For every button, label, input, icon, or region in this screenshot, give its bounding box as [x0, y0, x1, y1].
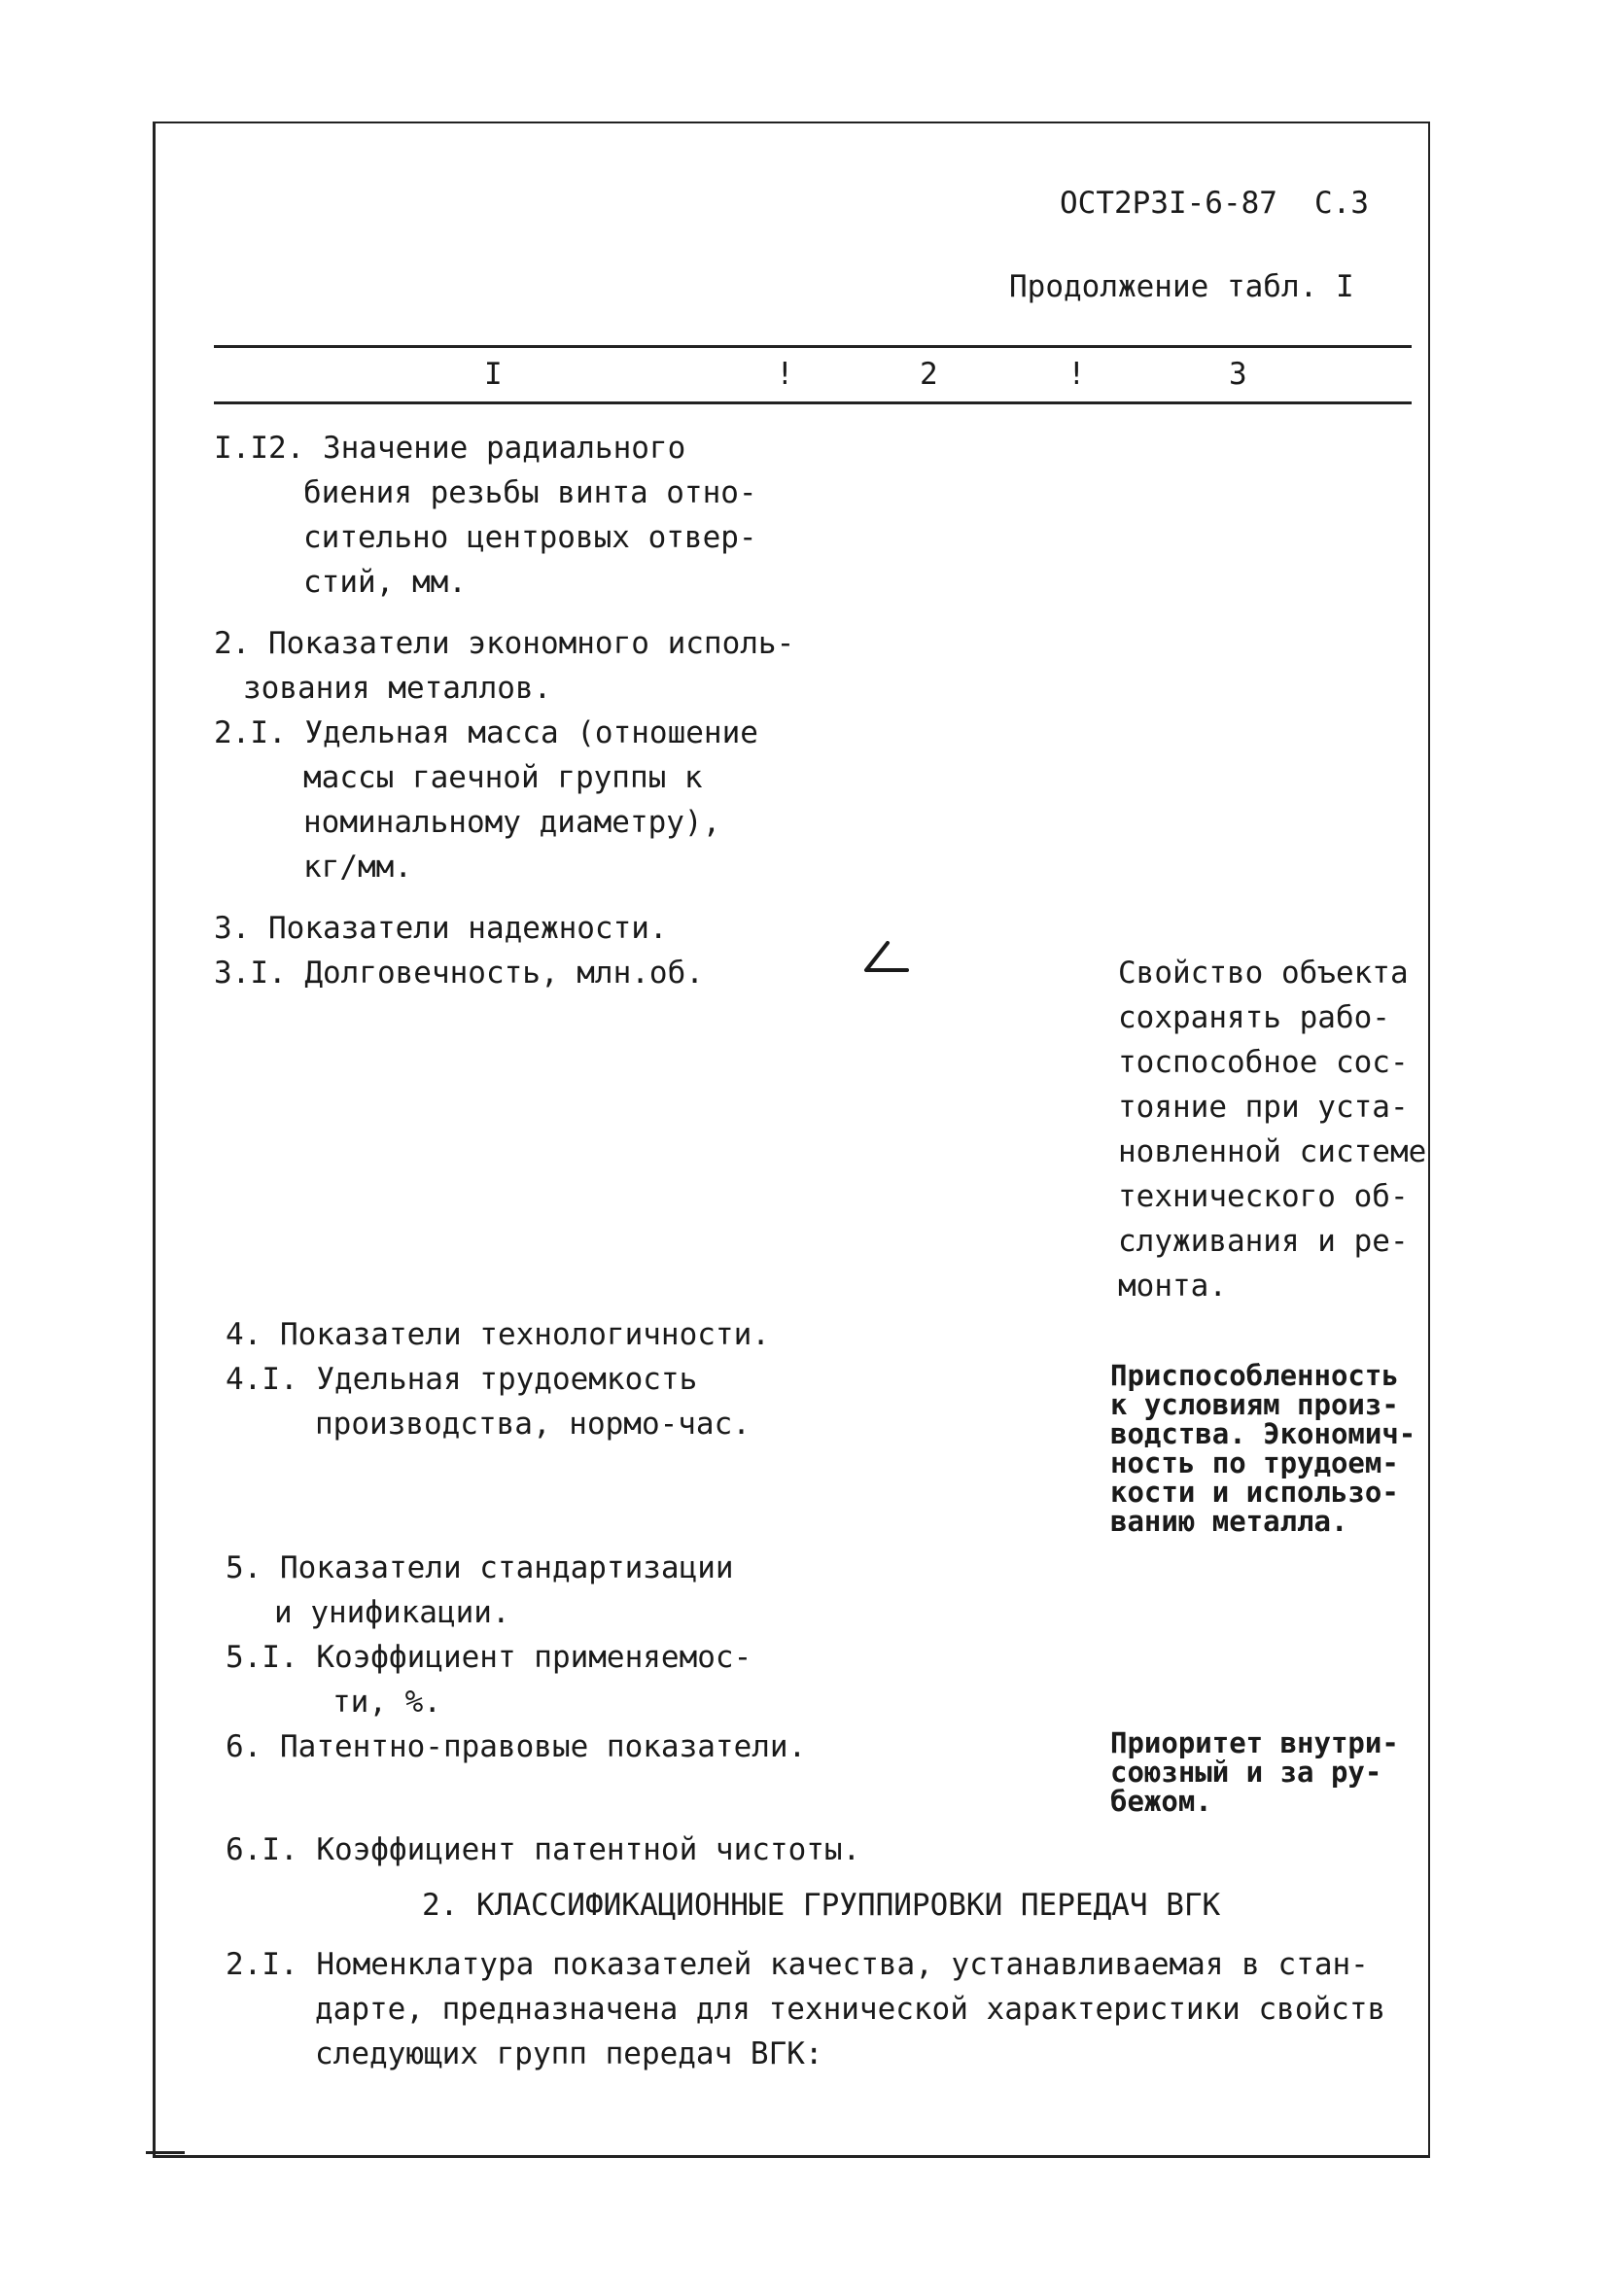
row-6-desc-line-3: бежом.	[1110, 1785, 1212, 1818]
row-3-1-line-1: 3.I. Долговечность, млн.об.	[214, 956, 704, 991]
table-continuation-label: Продолжение табл. I	[1009, 269, 1354, 304]
row-5-1-line-1: 5.I. Коэффициент применяемос-	[226, 1640, 752, 1675]
row-2-line-2: зования металлов.	[243, 671, 552, 706]
row-2-1-line-3: номинальному диаметру),	[303, 805, 721, 840]
column-header-3: 3	[1229, 357, 1247, 392]
frame-tick	[146, 2151, 185, 2154]
row-1-12-line-3: сительно центровых отвер-	[303, 520, 757, 555]
row-3-1-desc-line-2: сохранять рабо-	[1118, 1000, 1390, 1035]
row-5-line-2: и унификации.	[274, 1595, 510, 1630]
row-2-1-line-4: кг/мм.	[303, 850, 412, 885]
row-3-1-desc-line-3: тоспособное сос-	[1118, 1045, 1409, 1080]
row-5-line-1: 5. Показатели стандартизации	[226, 1550, 734, 1585]
row-6-line-1: 6. Патентно-правовые показатели.	[226, 1729, 807, 1764]
paragraph-2-1-line-2: дарте, предназначена для технической характеристики свойств	[315, 1992, 1386, 2027]
row-3-1-desc-line-4: тояние при уста-	[1118, 1090, 1409, 1125]
column-separator-1: !	[776, 357, 794, 392]
row-4-1-desc-line-4: ность по трудоем-	[1110, 1446, 1399, 1479]
table-top-rule	[214, 345, 1412, 348]
row-4-1-line-1: 4.I. Удельная трудоемкость	[226, 1362, 698, 1397]
row-4-1-desc-line-6: ванию металла.	[1110, 1505, 1348, 1538]
row-3-1-desc-line-7: служивания и ре-	[1118, 1224, 1409, 1259]
page-number: С.3	[1314, 186, 1369, 221]
row-2-1-line-1: 2.I. Удельная масса (отношение	[214, 715, 758, 750]
row-3-1-desc-line-6: технического об-	[1118, 1179, 1409, 1214]
row-3-1-desc-line-1: Свойство объекта	[1118, 956, 1409, 991]
row-4-1-desc-line-2: к условиям произ-	[1110, 1388, 1399, 1421]
row-3-1-desc-line-8: монта.	[1118, 1269, 1227, 1304]
row-3-line-1: 3. Показатели надежности.	[214, 911, 668, 946]
document-code: ОСТ2Р3I-6-87	[1060, 186, 1277, 221]
column-separator-2: !	[1067, 357, 1086, 392]
section-2-title: 2. КЛАССИФИКАЦИОННЫЕ ГРУППИРОВКИ ПЕРЕДАЧ ВГК	[422, 1888, 1221, 1923]
row-2-line-1: 2. Показатели экономного исполь-	[214, 626, 795, 661]
row-2-1-line-2: массы гаечной группы к	[303, 760, 703, 795]
row-6-desc-line-1: Приоритет внутри-	[1110, 1726, 1399, 1759]
row-1-12-line-1: I.I2. Значение радиального	[214, 431, 686, 466]
column-header-2: 2	[920, 357, 938, 392]
handwritten-mark	[860, 941, 911, 978]
row-3-1-desc-line-5: новленной системе	[1118, 1134, 1427, 1169]
row-5-1-line-2: ти, %.	[332, 1685, 441, 1720]
table-header-rule	[214, 401, 1412, 404]
row-4-line-1: 4. Показатели технологичности.	[226, 1317, 770, 1352]
paragraph-2-1-line-1: 2.I. Номенклатура показателей качества, устанавливаемая в стан-	[226, 1947, 1369, 1982]
row-6-desc-line-2: союзный и за ру-	[1110, 1756, 1382, 1789]
row-4-1-line-2: производства, нормо-час.	[315, 1407, 751, 1442]
row-1-12-line-4: стий, мм.	[303, 565, 467, 600]
row-6-1-line-1: 6.I. Коэффициент патентной чистоты.	[226, 1832, 861, 1867]
row-1-12-line-2: биения резьбы винта отно-	[303, 475, 757, 510]
column-header-1: I	[484, 357, 503, 392]
row-4-1-desc-line-3: водства. Экономич-	[1110, 1417, 1416, 1450]
row-4-1-desc-line-1: Приспособленность	[1110, 1359, 1399, 1392]
paragraph-2-1-line-3: следующих групп передач ВГК:	[315, 2036, 823, 2071]
row-4-1-desc-line-5: кости и использо-	[1110, 1476, 1399, 1509]
